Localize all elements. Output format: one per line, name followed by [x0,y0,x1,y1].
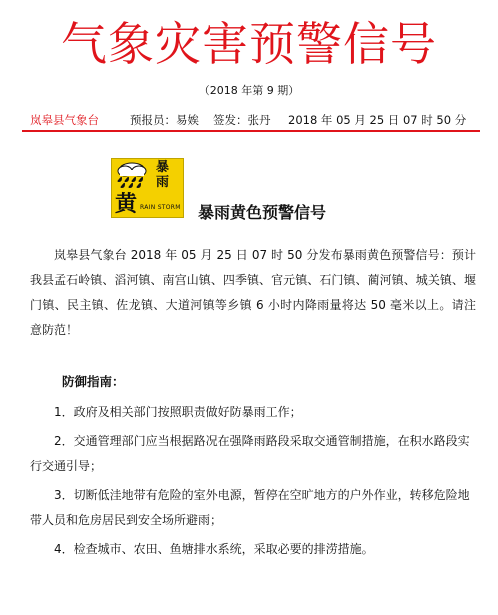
signer-name: 签发：张丹 [213,113,271,127]
badge-char-storm: 暴 [156,160,170,175]
issue-datetime: 2018 年 05 月 25 日 07 时 50 分 [288,113,467,127]
forecaster-name: 预报员：易娭 [130,113,199,127]
page-title: 气象灾害预警信号 [61,17,437,71]
guide-item: 4．检查城市、农田、鱼塘排水系统，采取必要的排涝措施。 [54,542,374,556]
badge-char-yellow: 黄 [115,192,138,217]
header-divider [22,130,480,132]
rainstorm-yellow-signal-icon [111,158,184,218]
rain-cloud-icon [114,161,152,189]
signal-title: 暴雨黄色预警信号 [198,203,327,222]
warning-body: 岚皋县气象台 2018 年 05 月 25 日 07 时 50 分发布暴雨黄色预警信号：预计我县孟石岭镇、滔河镇、南宫山镇、四季镇、官元镇、石门镇、蔺河镇、城关镇、堰门镇、民主镇、佐龙镇、大道河镇等乡镇 6 小时内降雨量将达 50 毫米以上。请注意防范！ [30,248,476,337]
guide-list [30,400,476,566]
issuing-organization: 岚皋县气象台 [30,113,99,127]
meta-row [30,112,470,128]
issue-number: （2018 年第 9 期） [198,84,300,97]
guide-item: 2．交通管理部门应当根据路况在强降雨路段采取交通管制措施，在积水路段实行交通引导； [30,434,470,473]
badge-char-rain: 雨 [156,175,170,190]
guide-heading: 防御指南： [62,374,125,389]
guide-item: 3．切断低洼地带有危险的室外电源，暂停在空旷地方的户外作业，转移危险地带人员和危房居民到安全场所避雨； [30,488,470,527]
guide-item: 1．政府及相关部门按照职责做好防暴雨工作； [54,405,302,419]
badge-english-label: RAIN STORM [140,204,181,211]
